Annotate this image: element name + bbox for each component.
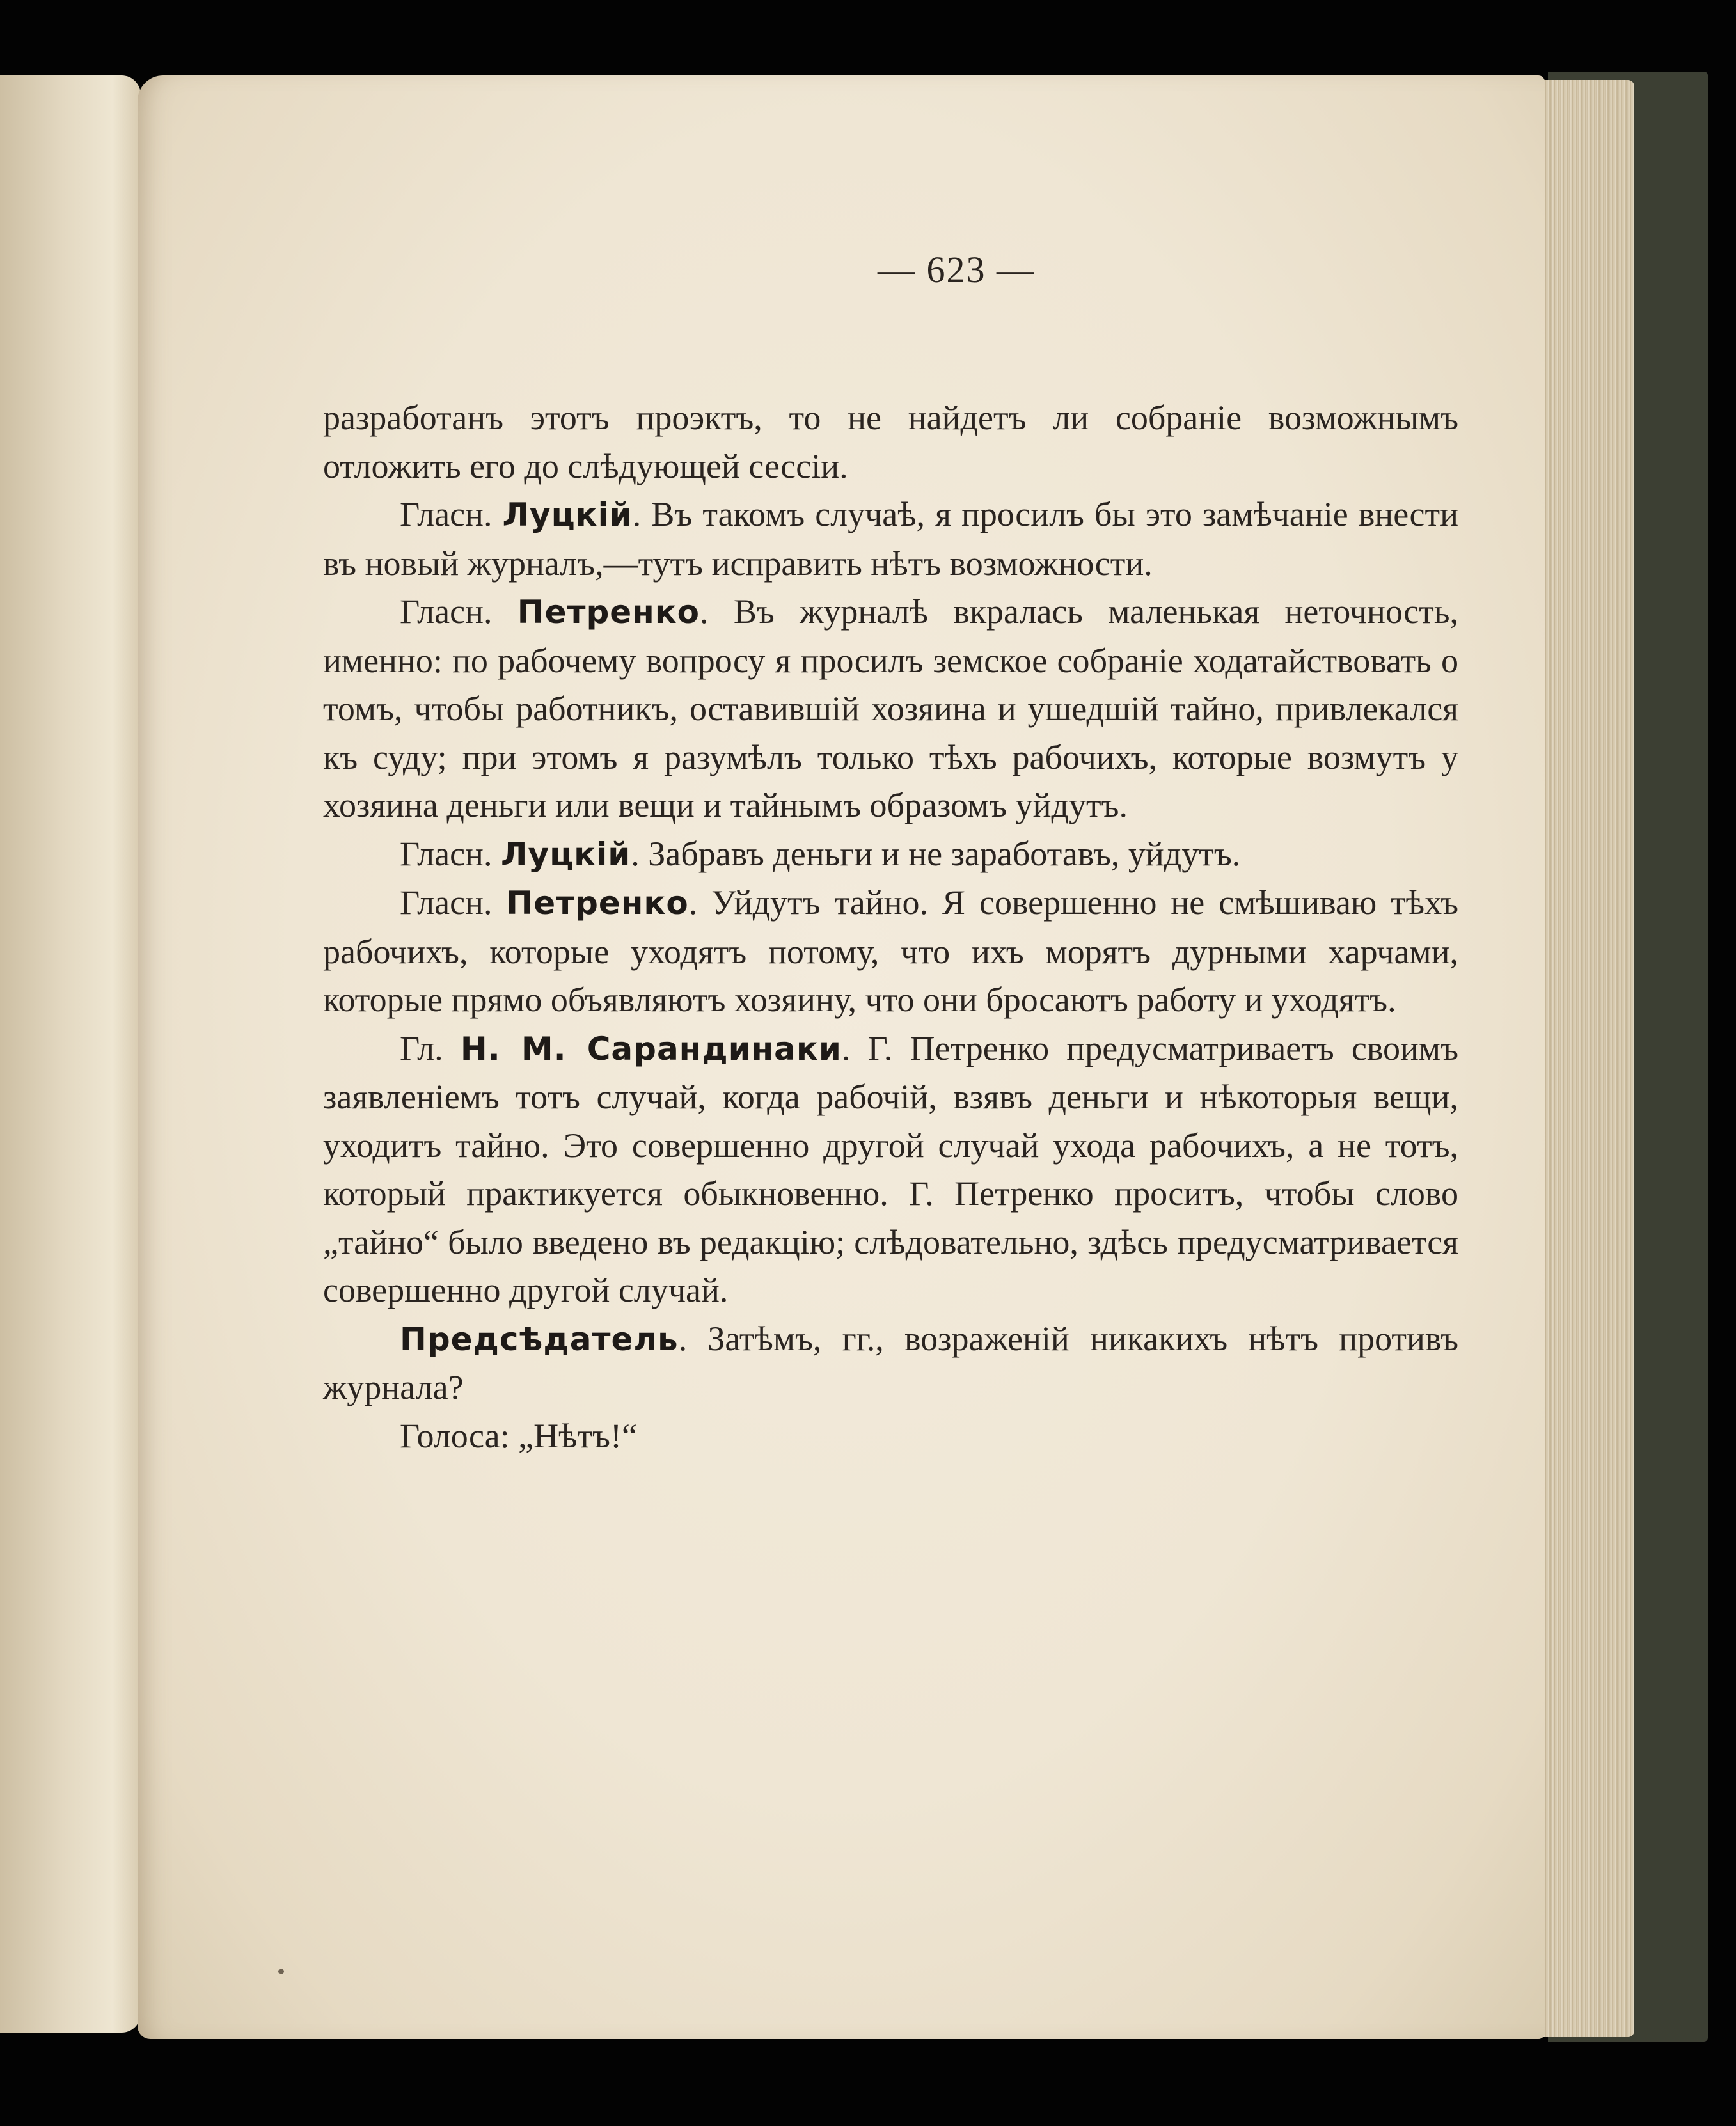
paragraph-6	[323, 1025, 1458, 1315]
paragraph-text: . Въ журналѣ вкралась маленькая неточность, именно: по рабочему вопросу я просилъ земское собраніе ходатайствовать о томъ, чтобы работникъ, оставившій хозяина и ушедшій тайно, привлекался къ суду; при этомъ я разумѣлъ только тѣхъ рабочихъ, которые возмутъ у хозяина деньги или вещи и тайнымъ образомъ уйдутъ.	[323, 592, 1458, 824]
speaker-name: Луцкій	[500, 835, 631, 873]
paragraph-text: разработанъ этотъ проэктъ, то не найдетъ ли собраніе возможнымъ отложить его до слѣдующей сессіи.	[323, 398, 1458, 485]
paragraph-7	[323, 1315, 1458, 1412]
page-text	[323, 394, 1458, 1460]
paragraph-text: . Забравъ деньги и не заработавъ, уйдутъ.	[631, 834, 1241, 873]
speaker-prefix: Гласн.	[400, 834, 501, 873]
speaker-name: Н. М. Сарандинаки	[460, 1030, 842, 1067]
paragraph-text: . Затѣмъ, гг., возраженій никакихъ нѣтъ противъ журнала?	[323, 1319, 1458, 1406]
speaker-prefix: Гл.	[400, 1028, 461, 1067]
speaker-name: Луцкій	[502, 496, 633, 533]
book-page	[138, 75, 1545, 2039]
paragraph-text: . Уйдутъ тайно. Я совершенно не смѣшиваю тѣхъ рабочихъ, которые уходятъ потому, что ихъ морятъ дурными харчами, которые прямо объявляютъ хозяину, что они бросаютъ работу и уходятъ.	[323, 883, 1458, 1019]
paragraph-text: Голоса: „Нѣтъ!“	[400, 1416, 637, 1455]
speaker-name: Петренко	[517, 594, 700, 631]
speaker-name: Предсѣдатель	[400, 1320, 679, 1358]
paragraph-4	[323, 830, 1458, 879]
ink-spot	[278, 1969, 284, 1974]
paragraph-text: . Въ такомъ случаѣ, я просилъ бы это замѣчаніе внести въ новый журналъ,—тутъ исправить нѣтъ возможности.	[323, 495, 1458, 583]
paragraph-1	[323, 394, 1458, 491]
paragraph-8	[323, 1412, 1458, 1461]
speaker-prefix: Гласн.	[400, 495, 503, 533]
speaker-prefix: Гласн.	[400, 592, 517, 631]
left-page-edge	[0, 75, 141, 2033]
paragraph-5	[323, 879, 1458, 1025]
paragraph-text: . Г. Петренко предусматриваетъ своимъ заявленіемъ тотъ случай, когда рабочій, взявъ деньги и нѣкоторыя вещи, уходитъ тайно. Это совершенно другой случай ухода рабочихъ, а не тотъ, который практикуется обыкновенно. Г. Петренко проситъ, чтобы слово „тайно“ было введено въ редакцію; слѣдовательно, здѣсь предусматривается совершенно другой случай.	[323, 1028, 1459, 1309]
speaker-name: Петренко	[506, 885, 689, 922]
paragraph-2	[323, 491, 1458, 588]
page-number: — 623 —	[878, 249, 1035, 290]
paragraph-3	[323, 588, 1458, 830]
speaker-prefix: Гласн.	[400, 883, 507, 922]
